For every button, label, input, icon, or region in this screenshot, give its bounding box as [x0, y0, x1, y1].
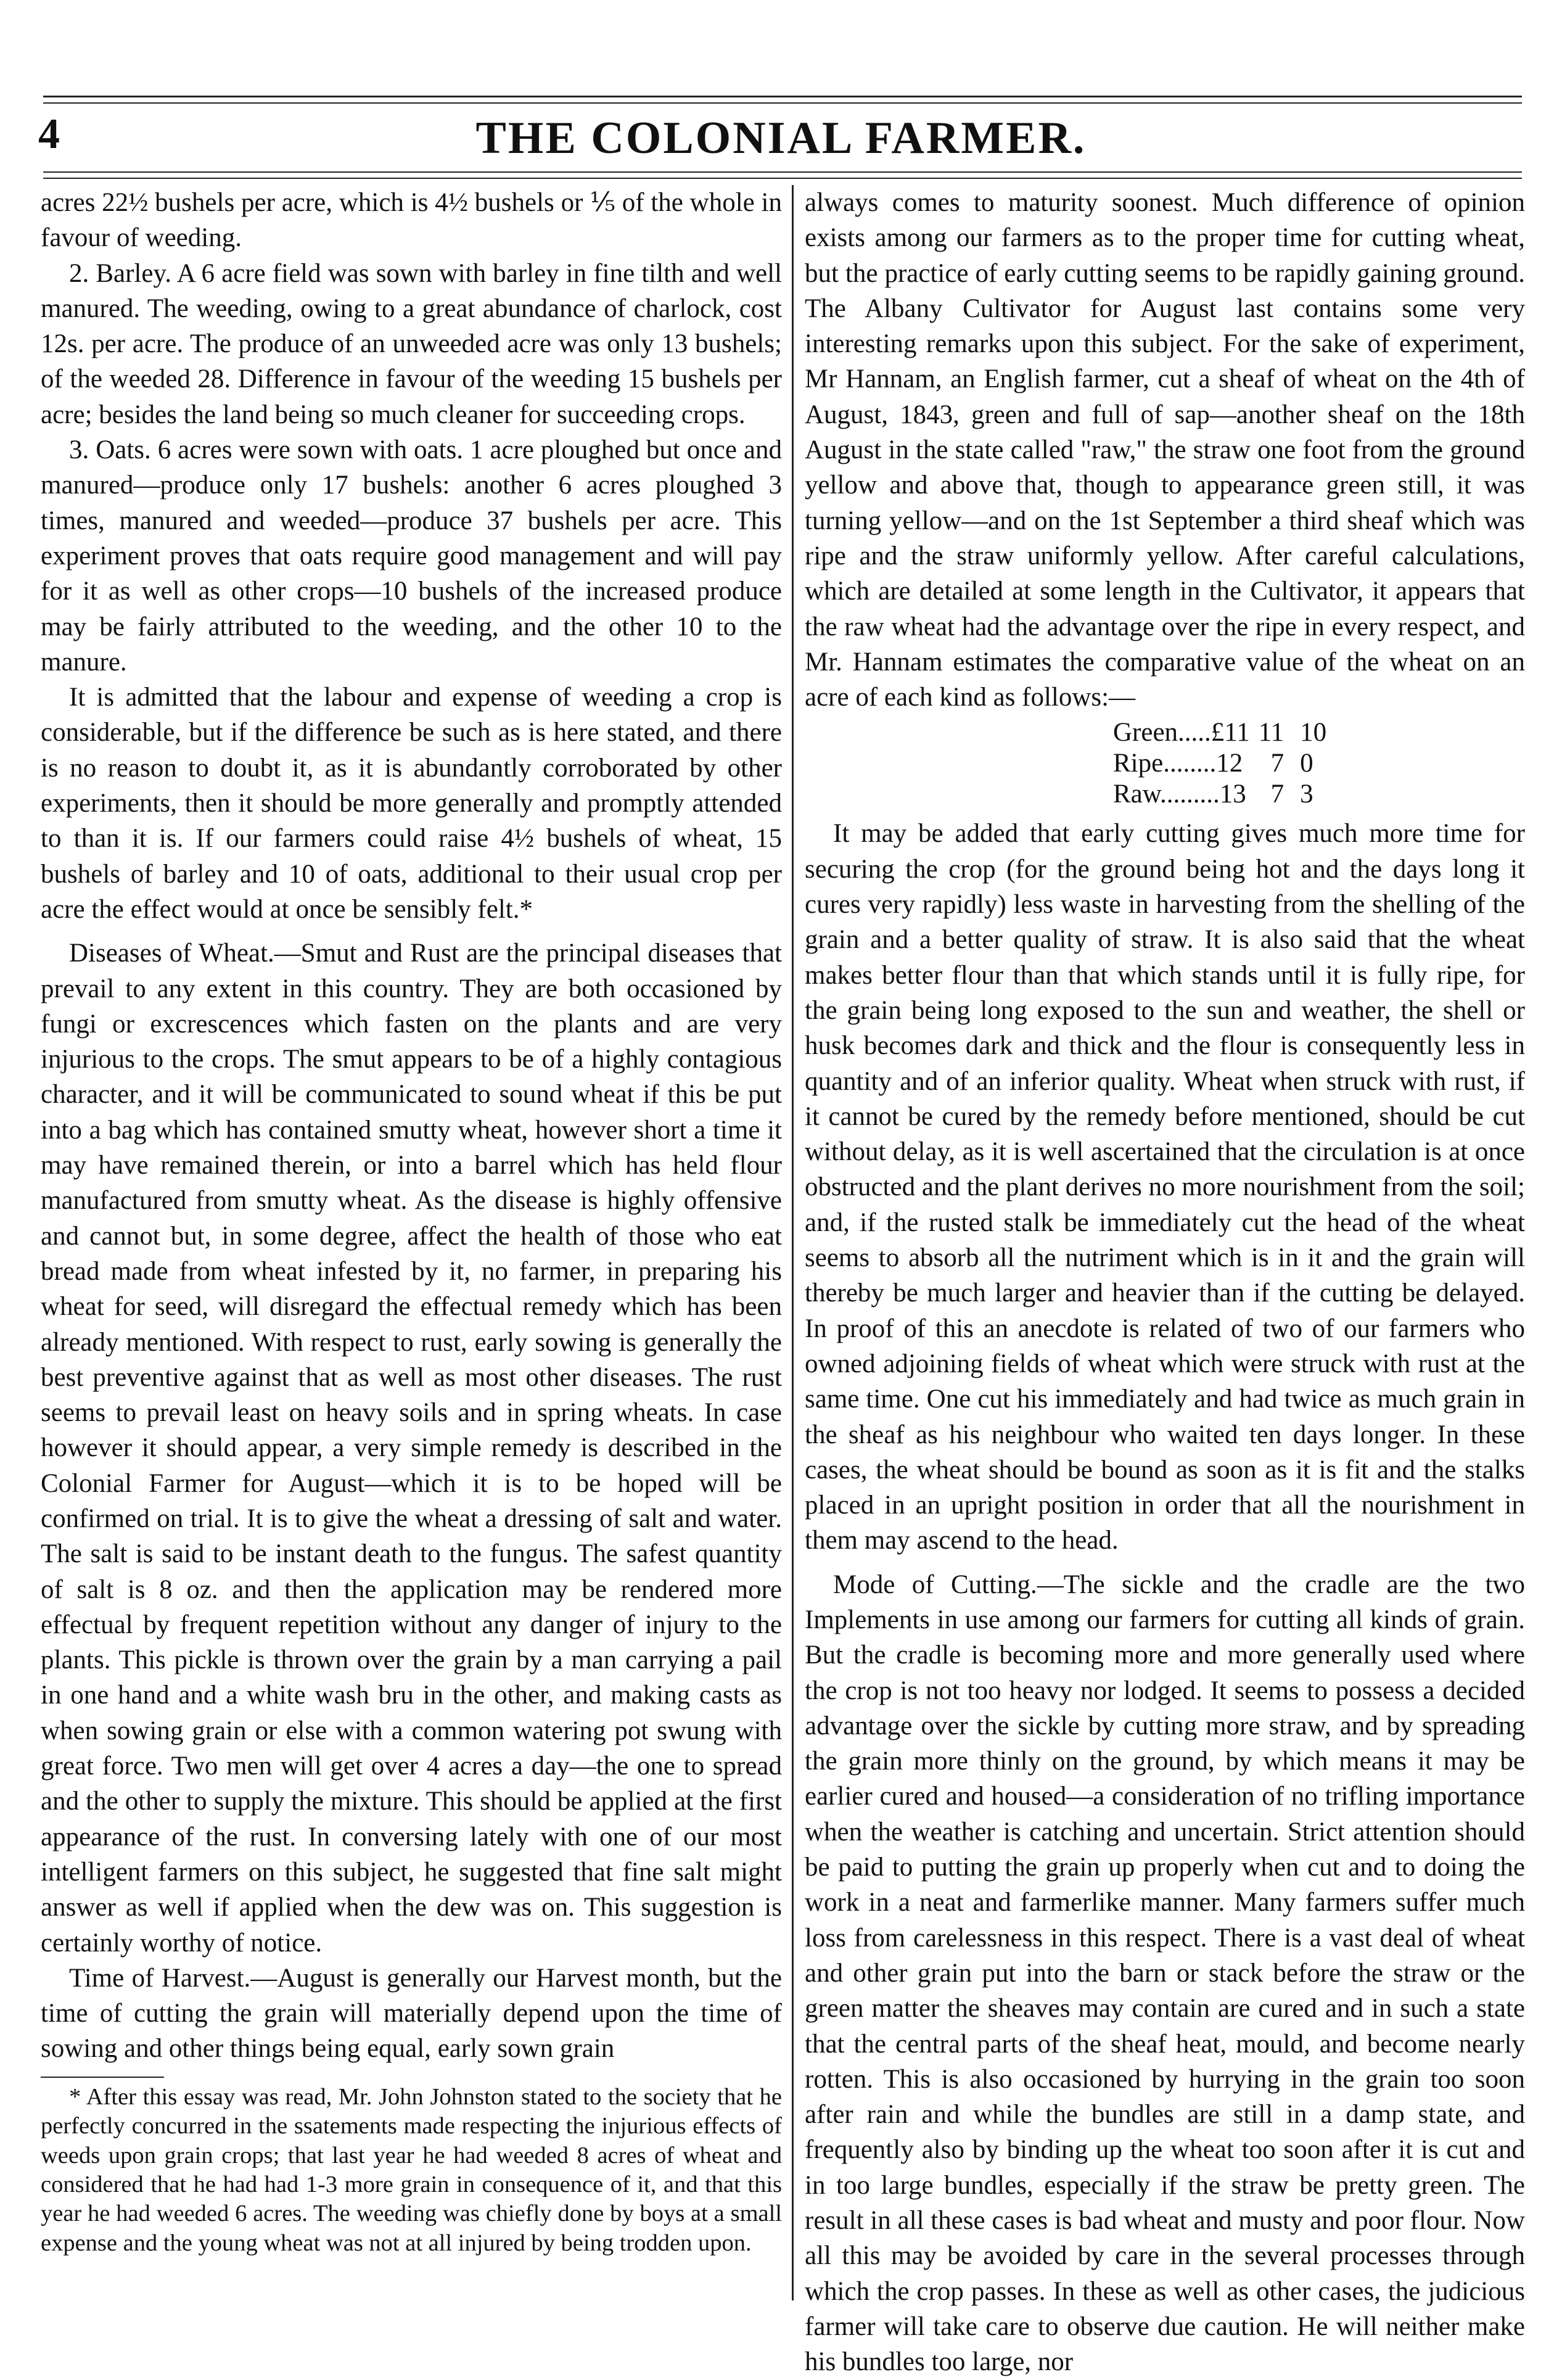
row-value: 10	[1300, 718, 1327, 747]
paragraph: It may be added that early cutting gives much more time for securing the crop (for the ground being hot and the days long it cures very rapidly) less waste in harvesting from the shelling of the grain and a better quality of straw. It is also said that the wheat makes better flour than that which stands until it is fully ripe, for the grain being long exposed to the sun and weather, the shell or husk becomes dark and thick and the flour is consequently less in quantity and of an inferior quality. Wheat when struck with rust, if it cannot be cured by the remedy before mentioned, should be cut without delay, as it is well ascertained that the circulation is at once obstructed and the plant derives no more nourishment from the soil; and, if the rusted stalk be immediately cut the head of the wheat seems to absorb all the nutriment which is in it and the grain will thereby be much larger and heavier than if the cutting be delayed. In proof of this an anecdote is related of two of our farmers who owned adjoining fields of wheat which were struck with rust at the same time. One cut his immediately and had twice as much grain in the sheaf as his neighbour who waited ten days longer. In these cases, the wheat should be bound as soon as it is fit and the stalks placed in an upright position in order that all the nourishment in them may ascend to the head.	[805, 819, 1525, 1555]
table-row	[1113, 748, 1335, 779]
masthead-rule-lower	[43, 178, 1522, 179]
masthead-rule	[43, 171, 1522, 173]
row-value: 7	[1270, 780, 1285, 809]
masthead-title: THE COLONIAL FARMER.	[475, 113, 1087, 163]
paragraph: It is admitted that the labour and expense of weeding a crop is considerable, but if the difference be such as is here stated, and there is no reason to doubt it, as it is abundantly corroborated by other experiments, then it should be more generally and promptly attended to than it is. If our farmers could raise 4½ bushels of wheat, 15 bushels of barley and 10 of oats, additional to their usual crop per acre the effect would at once be sensibly felt.*	[41, 683, 782, 924]
paragraph: Diseases of Wheat.—Smut and Rust are the principal diseases that prevail to any extent in this country. They are both occasioned by fungi or excrescences which fasten on the plants and are very injurious to the crops. The smut appears to be of a highly contagious character, and it will be communicated to sound wheat if this be put into a bag which has contained smutty wheat, however short a time it may have remained therein, or into a barrel which has held flour manufactured from smutty wheat. As the disease is highly offensive and cannot but, in some degree, affect the health of those who eat bread made from wheat infested by it, no farmer, in preparing his wheat for seed, will disregard the effectual remedy which has been already mentioned. With respect to rust, early sowing is generally the best preventive against that as well as most other diseases. The rust seems to prevail least on heavy soils and in spring wheats. In case however it should appear, a very simple remedy is described in the Colonial Farmer for August—which it is to be hoped will be confirmed on trial. It is to give the wheat a dressing of salt and water. The salt is said to be instant death to the fungus. The safest quantity of salt is 8 oz. and then the application may be rendered more effectual by frequent repetition without any danger of injury to the plants. This pickle is thrown over the grain by a man carrying a pail in one hand and a white wash bru in the other, and making casts as when sowing grain or else with a common watering pot swung with great force. Two men will get over 4 acres a day—the one to spread and the other to supply the mixture. This should be applied at the first appearance of the rust. In conversing lately with one of our most intelligent farmers on this subject, he suggested that fine salt might answer as well if applied when the dew was on. This suggestion is certainly worthy of notice.	[41, 939, 782, 1958]
paragraph: 3. Oats. 6 acres were sown with oats. 1 acre ploughed but once and manured—produce only 17 bushels: another 6 acres ploughed 3 times, manured and weeded—produce 37 bushels per acre. This experiment proves that oats require good management and will pay for it as well as other crops—10 bushels of the increased produce may be fairly attributed to the weeding, and the other 10 to the manure.	[41, 435, 782, 677]
paragraph: acres 22½ bushels per acre, which is 4½ bushels or ⅕ of the whole in favour of weeding.	[41, 188, 782, 253]
footnote: * After this essay was read, Mr. John Johnston stated to the society that he perfectly concurred in the ssatements made respecting the injurious effects of weeds upon grain crops; that last year he had weeded 8 acres of wheat and considered that he had had 1-3 more grain in consequence of it, and that this year he had weeded 6 acres. The weeding was chiefly done by boys at a small expense and the young wheat was not at all injured by being trodden upon.	[41, 2083, 782, 2256]
left-column	[41, 185, 782, 2258]
row-label: Ripe........12	[1113, 749, 1243, 778]
footnote-rule	[41, 2077, 164, 2078]
table-row	[1113, 717, 1335, 748]
row-value: 0	[1300, 749, 1313, 778]
page-number: 4	[38, 110, 60, 158]
paragraph: 2. Barley. A 6 acre field was sown with barley in fine tilth and well manured. The weeding, owing to a great abundance of charlock, cost 12s. per acre. The produce of an unweeded acre was only 13 bushels; of the weeded 28. Difference in favour of the weeding 15 bushels per acre; besides the land being so much cleaner for succeeding crops.	[41, 258, 782, 429]
column-divider	[792, 185, 794, 2300]
value-table	[1113, 717, 1335, 810]
top-rule-thin	[43, 102, 1522, 104]
top-rule	[43, 96, 1522, 97]
row-value: 7	[1270, 749, 1285, 778]
paragraph: Mode of Cutting.—The sickle and the cradle are the two Implements in use among our farmers for cutting all kinds of grain. But the cradle is becoming more and more generally used where the crop is not too heavy nor lodged. It seems to possess a decided advantage over the sickle by cutting more straw, and by spreading the grain more thinly on the ground, by which means it may be earlier cured and housed—a consideration of no trifling importance when the weather is catching and uncertain. Strict attention should be paid to putting the grain up properly when cut and to doing the work in a neat and farmerlike manner. Many farmers suffer much loss from carelessness in this respect. There is a vast deal of wheat and other grain put into the barn or stack before the straw or the green matter the sheaves may contain are cured and in such a state that the central parts of the sheaf heat, mould, and become nearly rotten. This is also occasioned by hurrying in the grain too soon after rain and while the bundles are still in a damp state, and frequently also by binding up the wheat too soon after it is cut and in too large bundles, especially if the straw be pretty green. The result in all these cases is bad wheat and musty and poor flour. Now all this may be avoided by care in the several processes through which the crop passes. In these as well as other cases, the judicious farmer will take care to observe due caution. He will neither make his bundles too large, nor	[805, 1570, 1525, 2377]
right-column	[805, 185, 1525, 2380]
table-row	[1113, 779, 1335, 810]
row-value: 3	[1300, 780, 1313, 809]
row-label: Green.....£11	[1113, 718, 1250, 747]
row-label: Raw.........13	[1113, 780, 1246, 809]
row-value: 11	[1258, 718, 1285, 747]
paragraph: always comes to maturity soonest. Much difference of opinion exists among our farmers as to the proper time for cutting wheat, but the practice of early cutting seems to be rapidly gaining ground. The Albany Cultivator for August last contains some very interesting remarks upon this subject. For the sake of experiment, Mr Hannam, an English farmer, cut a sheaf of wheat on the 4th of August, 1843, green and full of sap—another sheaf on the 18th August in the state called "raw," the straw one foot from the ground yellow and above that, though to appearance green still, it was turning yellow—and on the 1st September a third sheaf which was ripe and the straw uniformly yellow. After careful calculations, which are detailed at some length in the Cultivator, it appears that the raw wheat had the advantage over the ripe in every respect, and Mr. Hannam estimates the comparative value of the wheat on an acre of each kind as follows:—	[805, 188, 1525, 712]
paragraph: Time of Harvest.—August is generally our Harvest month, but the time of cutting the grain will materially depend upon the time of sowing and other things being equal, early sown grain	[41, 1963, 782, 2064]
